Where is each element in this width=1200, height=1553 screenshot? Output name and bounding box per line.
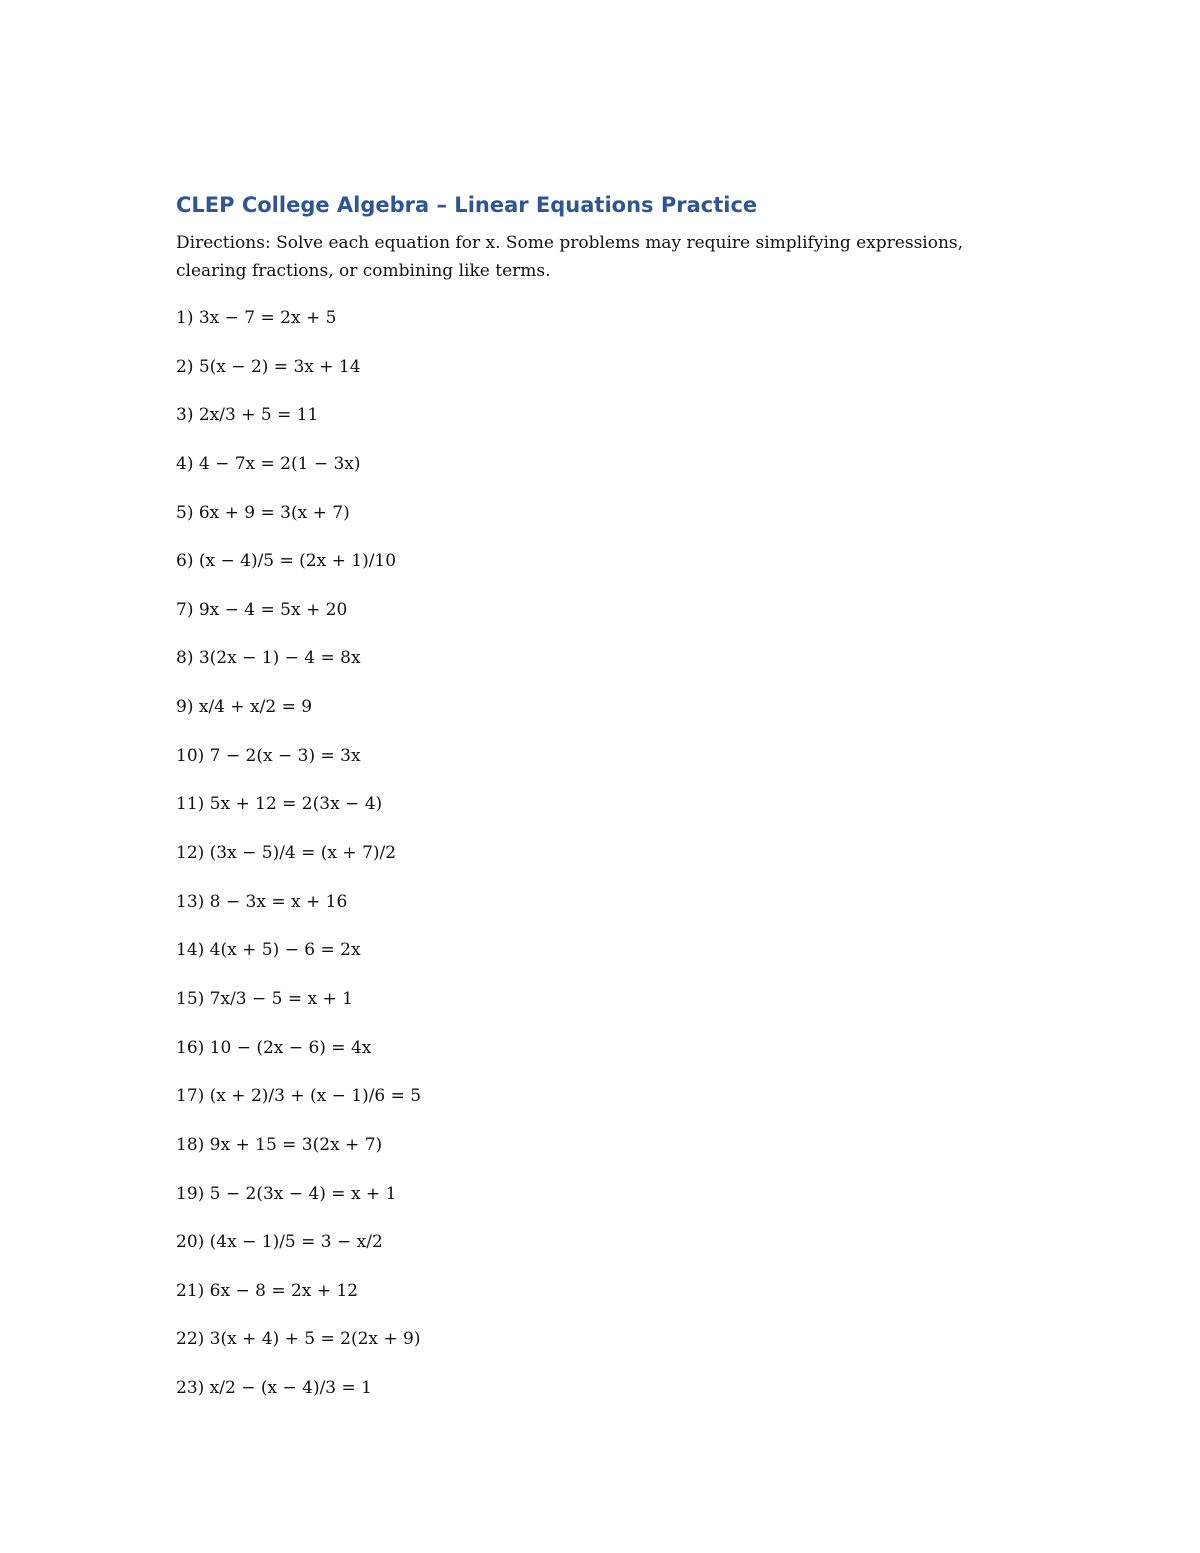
problem-item: 18) 9x + 15 = 3(2x + 7): [176, 1134, 383, 1155]
problem-item: 8) 3(2x − 1) − 4 = 8x: [176, 648, 361, 669]
problem-item: 21) 6x − 8 = 2x + 12: [176, 1280, 359, 1301]
problem-item: 6) (x − 4)/5 = (2x + 1)/10: [176, 551, 397, 572]
problem-item: 1) 3x − 7 = 2x + 5: [176, 308, 337, 328]
problem-item: 14) 4(x + 5) − 6 = 2x: [176, 940, 361, 961]
problem-item: 9) x/4 + x/2 = 9: [176, 697, 313, 718]
problem-item: 2) 5(x − 2) = 3x + 14: [176, 356, 361, 377]
problem-item: 5) 6x + 9 = 3(x + 7): [176, 502, 350, 523]
problem-item: 15) 7x/3 − 5 = x + 1: [176, 988, 353, 1009]
problem-item: 10) 7 − 2(x − 3) = 3x: [176, 745, 361, 766]
problem-item: 3) 2x/3 + 5 = 11: [176, 405, 319, 426]
problem-item: 12) (3x − 5)/4 = (x + 7)/2: [176, 843, 397, 864]
problem-item: 11) 5x + 12 = 2(3x − 4): [176, 794, 383, 815]
problem-list: [176, 304, 421, 1423]
problem-item: 16) 10 − (2x − 6) = 4x: [176, 1037, 372, 1058]
problem-item: 7) 9x − 4 = 5x + 20: [176, 599, 348, 620]
problem-item: 20) (4x − 1)/5 = 3 − x/2: [176, 1232, 383, 1253]
problem-item: 22) 3(x + 4) + 5 = 2(2x + 9): [176, 1329, 421, 1350]
problem-item: 19) 5 − 2(3x − 4) = x + 1: [176, 1183, 397, 1204]
directions-text: Directions: Solve each equation for x. Some problems may require simplifying expressions, clearing fractions, or combining like terms.: [176, 233, 964, 281]
page-title: CLEP College Algebra – Linear Equations Practice: [176, 193, 758, 217]
problem-item: 13) 8 − 3x = x + 16: [176, 891, 348, 912]
problem-item: 17) (x + 2)/3 + (x − 1)/6 = 5: [176, 1086, 422, 1107]
problem-item: 4) 4 − 7x = 2(1 − 3x): [176, 453, 361, 474]
problem-item: 23) x/2 − (x − 4)/3 = 1: [176, 1378, 372, 1399]
